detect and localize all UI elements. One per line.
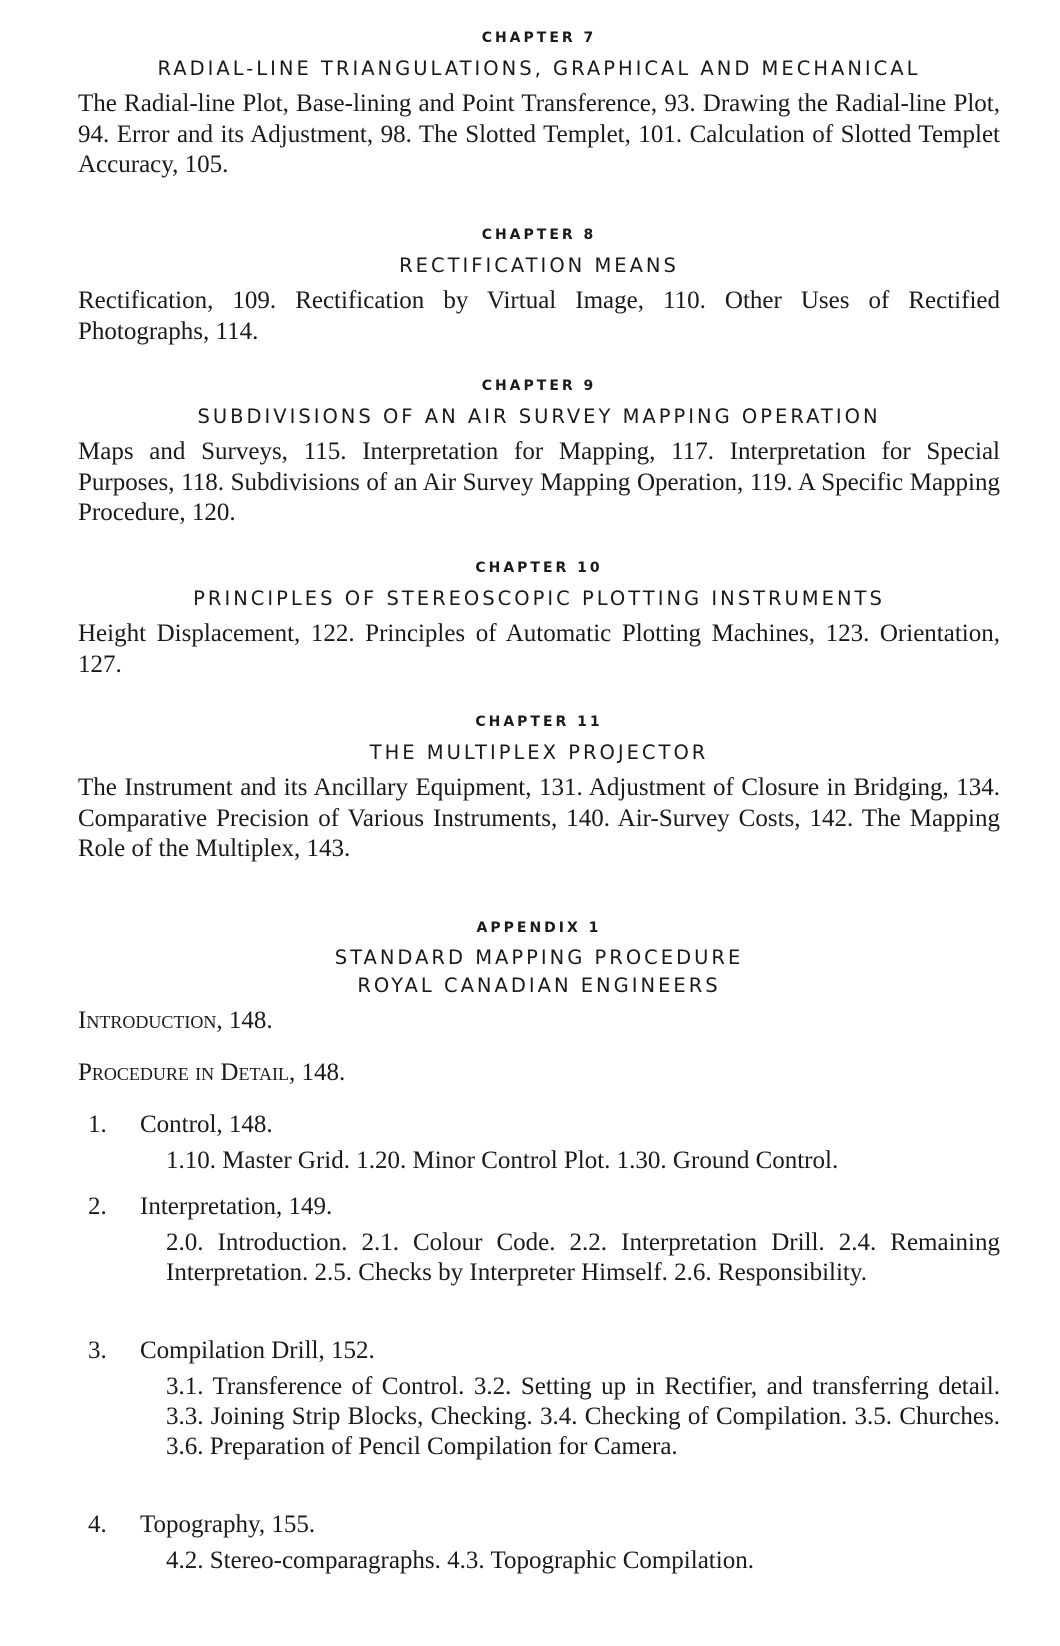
chapter-label: CHAPTER 8 (481, 227, 597, 243)
item-number: 1. (88, 1111, 107, 1138)
procedure-item (78, 1336, 1000, 1462)
chapter-contents: Height Displacement, 122. Principles of Automatic Plotting Machines, 123. Orientation, 127. (78, 620, 1000, 678)
chapter-contents: Rectification, 109. Rectification by Virtual Image, 110. Other Uses of Rectified Photographs, 114. (78, 287, 1000, 345)
procedure-item (78, 1192, 1000, 1288)
item-heading: Compilation Drill, 152. (140, 1337, 375, 1364)
item-heading: Topography, 155. (140, 1511, 316, 1538)
introduction-entry: Introduction, 148. (78, 1007, 273, 1034)
item-subtopics: 3.1. Transference of Control. 3.2. Setting up in Rectifier, and transferring detail. 3.3. Joining Strip Blocks, Checking. 3.4. Checking of Compilation. 3.5. Churches. 3.6. Preparation of Pencil Compilation for Camera. (166, 1373, 1000, 1460)
item-number: 3. (88, 1337, 107, 1364)
chapter-label: CHAPTER 11 (475, 714, 603, 730)
chapter-contents: The Instrument and its Ancillary Equipment, 131. Adjustment of Closure in Bridging, 134. Comparative Precision of Various Instruments, 140. Air-Survey Costs, 142. The Mapping Role of the Multiplex, 143. (78, 774, 1000, 862)
chapter-title: RECTIFICATION MEANS (399, 254, 679, 277)
chapter-10 (78, 558, 1000, 680)
chapter-9 (78, 376, 1000, 529)
item-subtopics: 1.10. Master Grid. 1.20. Minor Control Plot. 1.30. Ground Control. (166, 1147, 839, 1174)
procedure-item (78, 1110, 1000, 1176)
chapter-title: SUBDIVISIONS OF AN AIR SURVEY MAPPING OPERATION (197, 405, 881, 428)
chapter-11 (78, 712, 1000, 865)
item-heading: Interpretation, 149. (140, 1193, 333, 1220)
chapter-contents: The Radial-line Plot, Base-lining and Point Transference, 93. Drawing the Radial-line Plot, 94. Error and its Adjustment, 98. The Slotted Templet, 101. Calculation of Slotted Templet Accuracy, 105. (78, 90, 1000, 178)
appendix-title-line-1: STANDARD MAPPING PROCEDURE (334, 946, 744, 969)
chapter-label: CHAPTER 10 (475, 560, 603, 576)
procedure-entry: Procedure in Detail, 148. (78, 1059, 346, 1086)
chapter-title: THE MULTIPLEX PROJECTOR (369, 741, 709, 764)
chapter-title: RADIAL-LINE TRIANGULATIONS, GRAPHICAL AND MECHANICAL (157, 57, 921, 80)
item-number: 2. (88, 1193, 107, 1220)
item-subtopics: 4.2. Stereo-comparagraphs. 4.3. Topographic Compilation. (166, 1547, 754, 1574)
procedure-item (78, 1510, 1000, 1576)
chapter-label: CHAPTER 7 (481, 30, 597, 46)
chapter-8 (78, 225, 1000, 347)
chapter-title: PRINCIPLES OF STEREOSCOPIC PLOTTING INSTRUMENTS (193, 587, 885, 610)
appendix-1 (78, 918, 1000, 1000)
item-heading: Control, 148. (140, 1111, 273, 1138)
item-number: 4. (88, 1511, 107, 1538)
chapter-label: CHAPTER 9 (481, 378, 597, 394)
appendix-label: APPENDIX 1 (476, 920, 602, 936)
appendix-title-line-2: ROYAL CANADIAN ENGINEERS (357, 974, 721, 997)
item-subtopics: 2.0. Introduction. 2.1. Colour Code. 2.2. Interpretation Drill. 2.4. Remaining Interpretation. 2.5. Checks by Interpreter Himself. 2.6. Responsibility. (166, 1229, 1000, 1286)
chapter-7 (78, 28, 1000, 181)
chapter-contents: Maps and Surveys, 115. Interpretation for Mapping, 117. Interpretation for Special Purposes, 118. Subdivisions of an Air Survey Mapping Operation, 119. A Specific Mapping Procedure, 120. (78, 438, 1000, 526)
